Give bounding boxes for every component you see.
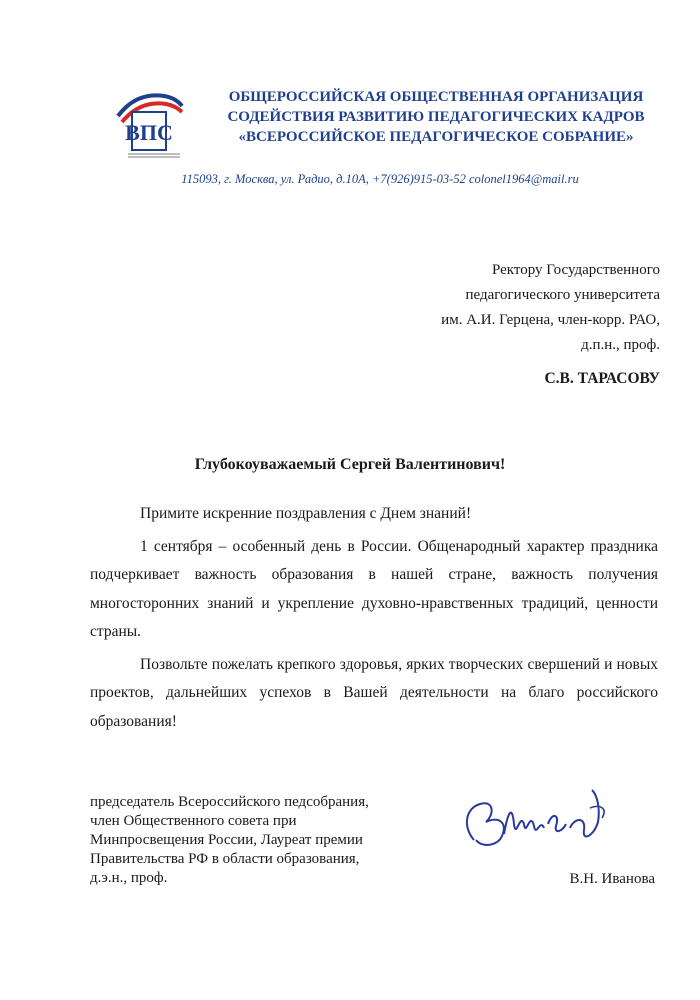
addressee-line: д.п.н., проф. — [581, 337, 660, 353]
signer-title-line: председатель Всероссийского педсобрания, — [90, 794, 369, 810]
signer-name: В.Н. Иванова — [569, 871, 655, 887]
org-line: «ВСЕРОССИЙСКОЕ ПЕДАГОГИЧЕСКОЕ СОБРАНИЕ» — [238, 129, 634, 145]
handwritten-signature — [452, 782, 632, 862]
body-paragraph: Позвольте пожелать крепкого здоровья, ярких творческих свершений и новых проектов, дальнейших успехов в Вашей деятельности на благо российского образования! — [90, 655, 658, 730]
signer-title-line: член Общественного совета при — [90, 813, 297, 829]
org-line: ОБЩЕРОССИЙСКАЯ ОБЩЕСТВЕННАЯ ОРГАНИЗАЦИЯ — [228, 89, 644, 105]
addressee-line: Ректору Государственного — [491, 262, 660, 278]
contact-line: 115093, г. Москва, ул. Радио, д.10А, +7(926)915-03-52 colonel1964@mail.ru — [181, 172, 579, 186]
organization-name — [196, 87, 676, 147]
body-paragraph: 1 сентября – особенный день в России. Общенародный характер праздника подчеркивает важность образования в нашей стране, важность получения многосторонних знаний и укрепление духовно-нравственных традиций, ценности страны. — [90, 537, 658, 640]
greeting: Глубокоуважаемый Сергей Валентинович! — [194, 456, 506, 473]
body-paragraph: Примите искренние поздравления с Днем знаний! — [140, 505, 472, 522]
vps-monogram-logo — [114, 86, 186, 160]
svg-text:ВПС: ВПС — [125, 120, 173, 145]
signer-title-block — [90, 793, 369, 888]
letter-body — [90, 500, 658, 740]
signer-title-line: Минпросвещения России, Лауреат премии — [90, 832, 363, 848]
addressee-line: им. А.И. Герцена, член-корр. РАО, — [441, 312, 660, 328]
signer-title-line: д.э.н., проф. — [90, 870, 168, 886]
recipient-name: С.В. ТАРАСОВУ — [544, 370, 660, 387]
addressee-block — [441, 258, 660, 358]
org-line: СОДЕЙСТВИЯ РАЗВИТИЮ ПЕДАГОГИЧЕСКИХ КАДРОВ — [227, 109, 645, 125]
signer-title-line: Правительства РФ в области образования, — [90, 851, 360, 867]
addressee-line: педагогического университета — [465, 287, 660, 303]
